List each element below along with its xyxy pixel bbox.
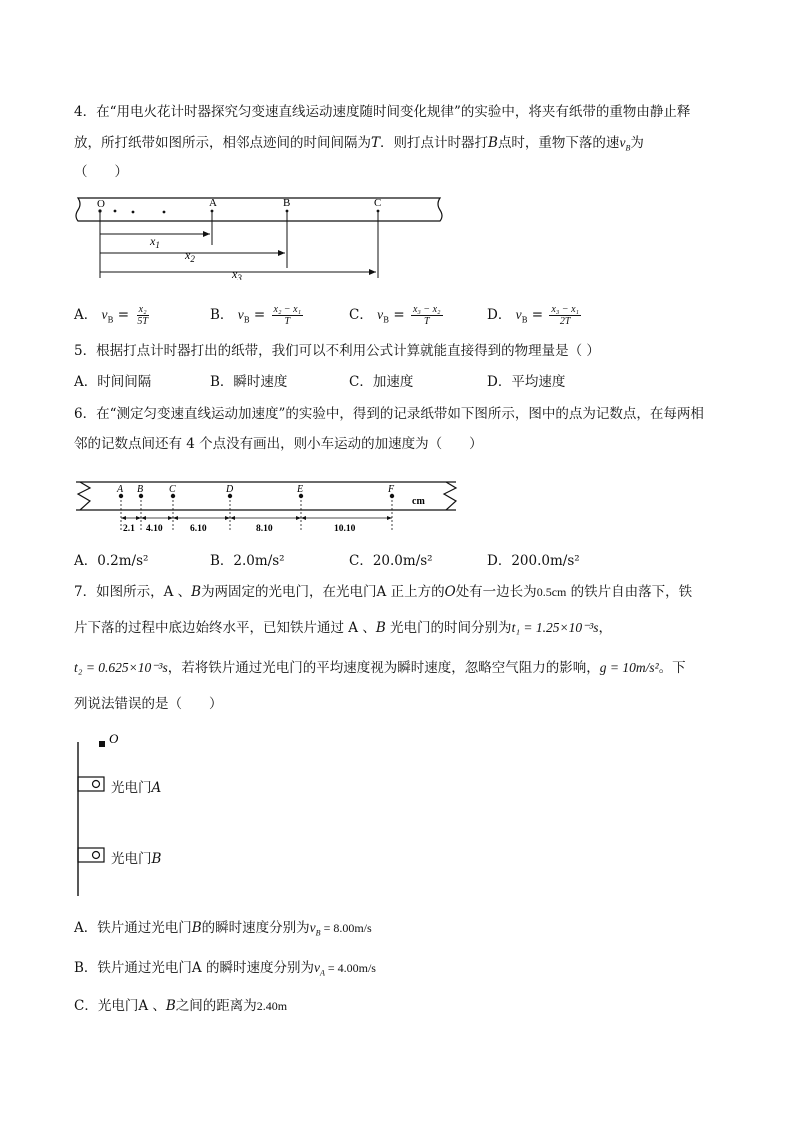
arrowhead [141,516,146,520]
gate-letter: A [151,780,162,796]
q7-side-length: 0.5cm [536,585,567,599]
option-lhs: v [377,307,384,322]
q6-option-b[interactable]: B．2.0m/s² [210,553,285,569]
q4-line2 [74,133,644,159]
q7-gravity: g = 10m/s² [599,660,659,675]
gate-letter: B [151,851,162,867]
q7-option-b[interactable] [74,958,376,984]
arrowhead-x1 [203,231,210,237]
q4-line2a: 放，所打纸带如图所示，相邻点迹间的时间间隔为 [74,135,371,151]
option-text: A．铁片通过光电门 [74,920,192,936]
option-lhs-sub: B [383,315,390,325]
q4-line2b: ．则打点计时器打 [380,135,489,151]
gate-b-label [111,847,161,867]
q4-option-d[interactable]: D． $v_B$ = $\frac{\text{x₃ − x₁}}{2T}$ [487,304,579,327]
q6-option-d[interactable]: D．200.0m/s² [487,553,580,569]
option-lhs-sub: B [243,315,250,325]
tape-right-zigzag [444,482,456,510]
q7-line2 [74,618,612,638]
gate-a-sensor [93,781,100,788]
fraction-numerator: x₃ − x₂ [412,304,441,315]
q7-line4: 列说法错误的是（ ） [74,696,223,712]
option-fraction [549,304,581,327]
arrowhead [121,516,126,520]
point-label-A: A [209,197,217,209]
q6-option-c[interactable]: C．20.0m/s² [349,553,433,569]
q7-text: 7．如图所示，A 、 [74,584,192,600]
q4-tape-figure [70,190,450,280]
option-value: 2.40m [256,999,288,1013]
segment-label: 8.10 [256,524,273,534]
q7-text: 。下 [658,660,686,676]
q4-vB: v [619,135,626,150]
tape-dot [114,210,117,213]
option-fraction [272,304,304,327]
fraction-denominator: T [423,316,430,327]
unit-label: cm [412,496,425,507]
q7-text: 的铁片自由落下，铁 [566,584,693,600]
point-label-A: A [117,484,124,495]
q7-text: 片下落的过程中底边始终水平，已知铁片通过 A 、 [74,620,376,636]
arrowhead-x2 [278,250,285,256]
q5-option-a[interactable]: A．时间间隔 [74,374,152,390]
q4-B: B [488,135,498,151]
option-letter: B [165,998,176,1014]
q4-T: T [371,135,381,151]
option-lhs: v [237,307,244,322]
segment-label: 10.10 [334,524,356,534]
option-text: C．光电门A 、 [74,998,166,1014]
q7-gate-figure [70,728,190,900]
arrowhead [301,516,306,520]
q5-option-c[interactable]: C．加速度 [349,374,414,390]
arrowhead [168,516,173,520]
q5-text: 5．根据打点计时器打出的纸带，我们可以不利用公式计算就能直接得到的物理量是（ ） [74,343,600,359]
q6-line1: 6．在“测定匀变速直线运动加速度”的实验中，得到的记录纸带如下图所示，图中的点为记数点，在每两相 [74,406,704,422]
segment-label: 2.1 [123,524,135,534]
tape-left-zigzag [78,482,90,510]
option-letter: B [191,920,202,936]
option-letter: D． [487,307,512,323]
q7-option-c[interactable] [74,996,287,1016]
q7-t2: t₂ = 0.625×10⁻³s [74,660,168,675]
q7-text: 为两固定的光电门，在光电门A 正上方的 [201,584,445,600]
label-O: O [109,731,119,746]
option-letter: C． [349,307,373,323]
option-text: B．铁片通过光电门A 的瞬时速度分别为 [74,960,314,976]
gate-text: 光电门 [111,851,152,867]
point-label-B: B [137,484,144,495]
tape-dot [377,210,380,213]
point-label-F: F [388,484,395,495]
fraction-numerator: x₂ − x₁ [273,304,302,315]
tape-dot [132,211,135,214]
point-label-D: D [226,484,234,495]
arrowhead [173,516,178,520]
arrowhead [296,516,301,520]
q5-option-d[interactable]: D．平均速度 [487,374,566,390]
gate-text: 光电门 [111,780,152,796]
fraction-numerator: x₃ − x₁ [551,304,579,315]
option-fraction [411,304,443,327]
q4-option-a[interactable]: A． $v_B$ = $\frac{\text{x₂}}{5T}$ [74,304,148,327]
gate-a-label [111,776,161,796]
arrowhead-x3 [369,269,376,275]
q7-letter-O: O [444,584,456,600]
fraction-denominator: 2T [559,316,571,327]
option-lhs: v [515,307,522,322]
q7-line3 [74,658,686,678]
q4-line2c: 点时，重物下落的速 [497,135,620,151]
option-lhs-sub: B [521,315,528,325]
arrowhead [136,516,141,520]
q7-letter-B: B [191,584,202,600]
option-var: v [309,920,316,935]
option-text: 之间的距离为 [175,998,257,1014]
q7-text: 光电门的时间分别为 [385,620,512,636]
fraction-numerator: x₂ [138,304,147,315]
q7-text: ， [598,620,613,636]
q4-vB-sub: B [625,143,631,153]
tape-dot [286,210,289,213]
segment-label: 4.10 [146,524,163,534]
q5-option-b[interactable]: B．瞬时速度 [210,374,288,390]
q4-option-c[interactable]: C． $v_B$ = $\frac{\text{x₃ − x₂}}{T}$ [349,304,441,327]
option-fraction [135,304,150,327]
option-sub: A [319,968,325,978]
q4-line2d: 为 [630,135,644,151]
tape-dot [163,211,166,214]
q6-line2: 邻的记数点间还有 4 个点没有画出，则小车运动的加速度为（ ） [74,436,483,452]
q4-paren: （ ） [74,164,128,180]
q6-tape-figure [70,474,460,544]
q7-option-a[interactable] [74,918,372,944]
arrowhead [230,516,235,520]
q6-option-a[interactable]: A．0.2m/s² [74,553,149,569]
option-letter: A． [74,307,98,323]
q7-letter-B: B [375,620,386,636]
option-value: = 8.00m/s [320,921,372,935]
option-value: = 4.00m/s [324,961,376,975]
gate-b-sensor [93,852,100,859]
point-label-O: O [97,198,105,210]
point-label-C: C [169,484,176,495]
iron-sheet [99,741,105,747]
option-lhs: v [101,307,108,322]
option-text: 的瞬时速度分别为 [201,920,310,936]
arrowhead [225,516,230,520]
q7-t1: t₁ = 1.25×10⁻³s [511,620,599,635]
option-var: v [313,960,320,975]
q4-line1: 4．在“用电火花计时器探究匀变速直线运动速度随时间变化规律”的实验中，将夹有纸带的重物由静止释 [74,104,691,120]
q7-text: ，若将铁片通过光电门的平均速度视为瞬时速度，忽略空气阻力的影响， [167,660,600,676]
fraction-denominator: T [284,316,291,327]
segment-label: 6.10 [190,524,207,534]
arrowhead [387,516,392,520]
option-letter: B． [210,307,234,323]
label-x3: $x_3$ [232,267,242,280]
label-x1: $x_1$ [150,234,160,250]
option-sub: B [315,928,321,938]
tape-body [76,198,442,221]
label-x2: $x_2$ [185,248,195,264]
q7-line1 [74,582,692,602]
q4-option-b[interactable]: B． $v_B$ = $\frac{\text{x₂ − x₁}}{T}$ [210,304,302,327]
point-label-B: B [283,197,291,209]
option-lhs-sub: B [107,315,114,325]
tape-dot [211,210,214,213]
q7-text: 处有一边长为 [455,584,537,600]
point-label-E: E [297,484,304,495]
fraction-denominator: 5T [137,316,148,327]
point-label-C: C [374,197,382,209]
